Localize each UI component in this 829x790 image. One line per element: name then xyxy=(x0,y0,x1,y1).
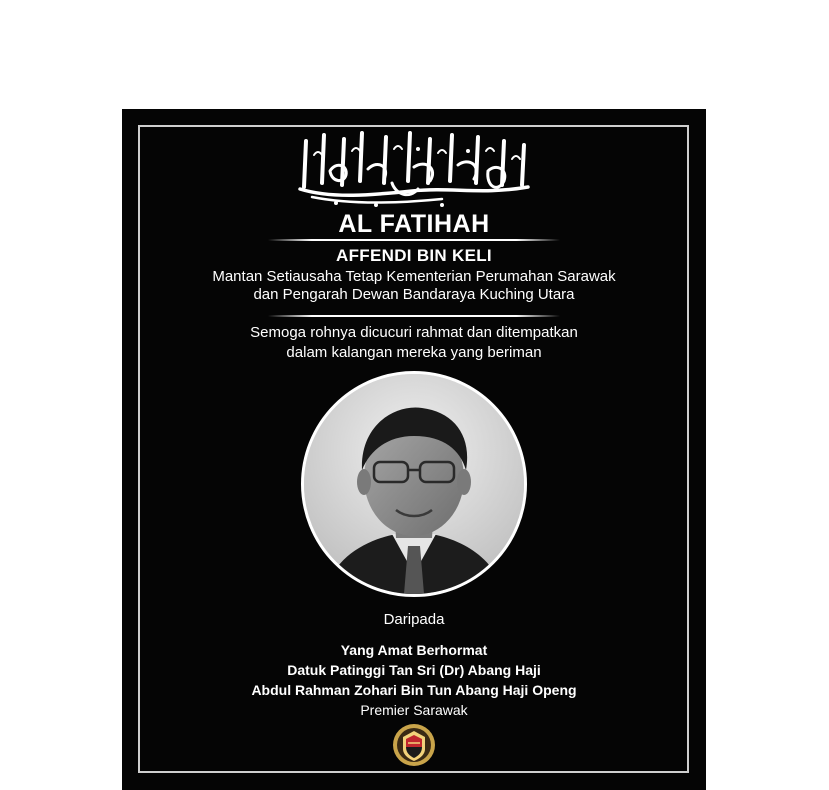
al-fatihah-title: AL FATIHAH xyxy=(338,210,490,238)
card-content xyxy=(122,109,706,790)
prayer-text xyxy=(122,323,706,363)
sender-line: Datuk Patinggi Tan Sri (Dr) Abang Haji xyxy=(287,662,541,678)
sender-block xyxy=(122,640,706,720)
role-line: dan Pengarah Dewan Bandaraya Kuching Utara xyxy=(253,286,575,303)
deceased-role xyxy=(122,268,706,304)
prayer-line: dalam kalangan mereka yang beriman xyxy=(286,344,542,361)
deceased-name: AFFENDI BIN KELI xyxy=(336,246,492,265)
portrait-photo xyxy=(301,371,527,597)
sender-line: Yang Amat Berhormat xyxy=(340,642,488,658)
arabic-calligraphy xyxy=(292,125,536,209)
from-label: Daripada xyxy=(383,611,445,628)
condolence-card xyxy=(122,109,706,790)
prayer-line: Semoga rohnya dicucuri rahmat dan ditempatkan xyxy=(250,324,578,341)
sender-title: Premier Sarawak xyxy=(360,702,468,718)
sarawak-emblem-logo xyxy=(392,723,436,767)
divider-bottom xyxy=(268,315,560,317)
role-line: Mantan Setiausaha Tetap Kementerian Perumahan Sarawak xyxy=(212,268,616,285)
divider-top xyxy=(268,239,560,241)
sender-line: Abdul Rahman Zohari Bin Tun Abang Haji Openg xyxy=(251,682,577,698)
